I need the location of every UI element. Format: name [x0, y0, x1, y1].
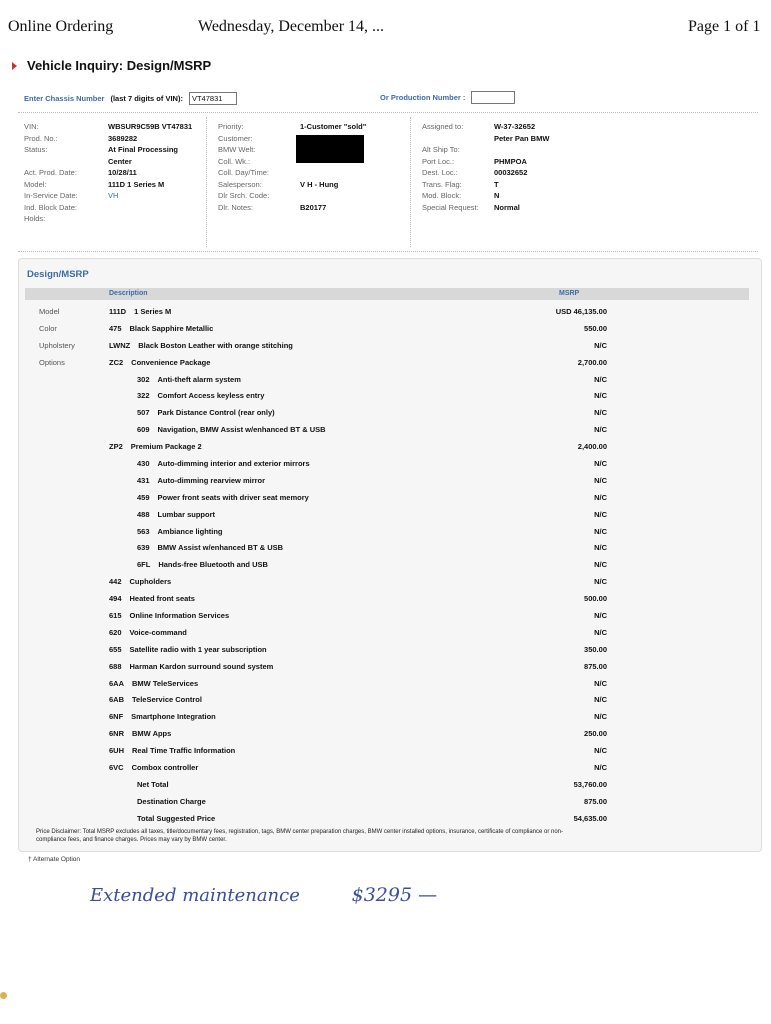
info-row [24, 156, 192, 168]
table-row [25, 760, 749, 777]
row-msrp: N/C [594, 746, 607, 756]
row-msrp: N/C [594, 678, 607, 688]
row-description [109, 645, 267, 654]
info-label: Prod. No.: [24, 133, 58, 143]
table-row [25, 321, 749, 338]
row-msrp: 875.00 [584, 796, 607, 806]
info-label: Port Loc.: [422, 156, 455, 166]
info-value: T [494, 179, 499, 189]
option-code: 615 [109, 611, 122, 621]
option-name: Park Distance Control (rear only) [157, 408, 275, 418]
info-label: Dlr. Notes: [218, 202, 254, 212]
info-label: Alt Ship To: [422, 145, 460, 154]
info-value: 111D 1 Series M [108, 179, 165, 189]
option-name: Convenience Package [131, 357, 211, 367]
alternate-option-note: † Alternate Option [28, 856, 81, 863]
option-name: Black Sapphire Metallic [129, 323, 214, 333]
info-label: Act. Prod. Date: [24, 168, 77, 177]
info-label: Trans. Flag: [422, 179, 462, 189]
info-row [24, 213, 192, 225]
option-name: Satellite radio with 1 year subscription [129, 644, 267, 654]
option-name: 1 Series M [134, 307, 172, 316]
option-code: 494 [109, 594, 122, 604]
row-description [137, 375, 241, 384]
info-value: B20177 [300, 202, 327, 212]
table-row [25, 574, 749, 591]
option-name: Auto-dimming interior and exterior mirrors [157, 459, 310, 469]
table-row [25, 439, 749, 456]
option-code: 459 [137, 492, 150, 502]
info-row [24, 179, 192, 191]
table-row [25, 625, 749, 642]
info-label: Coll. Wk.: [218, 156, 251, 166]
row-description [137, 391, 264, 400]
info-row [218, 202, 366, 214]
info-value: WBSUR9C59B VT47831 [108, 122, 193, 131]
row-description [137, 425, 326, 434]
row-msrp: 54,635.00 [573, 813, 607, 823]
handwritten-text: Extended maintenance [90, 885, 300, 906]
info-value: PHMPOA [494, 156, 527, 166]
option-name: Cupholders [129, 577, 172, 587]
info-value: VH [108, 191, 119, 200]
handwritten-note [90, 884, 437, 906]
row-description [109, 763, 198, 772]
option-code: 620 [109, 627, 122, 637]
print-date: Wednesday, December 14, ... [198, 18, 385, 35]
hole-punch-mark [0, 992, 7, 999]
info-row [24, 144, 192, 156]
row-description [109, 611, 229, 620]
option-name: Heated front seats [129, 594, 195, 604]
info-row [422, 202, 549, 214]
row-description [137, 527, 223, 536]
info-label: Coll. Day/Time: [218, 168, 269, 177]
row-category: Model [39, 307, 60, 316]
option-code: 6NR [109, 729, 125, 739]
row-description [109, 695, 202, 704]
option-name: Anti-theft alarm system [157, 374, 241, 384]
table-row [25, 304, 749, 321]
row-msrp: N/C [594, 763, 607, 773]
info-value: Center [108, 156, 132, 166]
option-code: LWNZ [109, 340, 131, 350]
info-label: Status: [24, 145, 48, 154]
row-msrp: 2,700.00 [577, 357, 607, 367]
info-label: Special Request: [422, 202, 479, 212]
table-row [25, 507, 749, 524]
row-description [109, 341, 293, 350]
option-code: 6AA [109, 678, 125, 688]
info-value: 1-Customer "sold" [300, 122, 367, 131]
production-input[interactable] [471, 91, 515, 104]
option-name: Navigation, BMW Assist w/enhanced BT & USB [157, 425, 326, 435]
option-code: ZP2 [109, 442, 123, 452]
option-name: Ambiance lighting [157, 526, 223, 536]
row-description [109, 442, 202, 451]
info-label: Holds: [24, 214, 46, 223]
option-name: Net Total [137, 779, 169, 789]
production-search [380, 91, 515, 104]
option-code: 6UH [109, 746, 125, 756]
row-msrp: N/C [594, 492, 607, 502]
row-description [109, 746, 235, 755]
row-msrp: 500.00 [584, 594, 607, 604]
info-value: 3689282 [108, 133, 138, 143]
row-msrp: N/C [594, 627, 607, 637]
chassis-hint: (last 7 digits of VIN): [110, 94, 183, 103]
option-code: 6FL [137, 560, 151, 570]
row-description [109, 307, 171, 316]
row-description [137, 493, 309, 502]
row-description [137, 459, 310, 468]
info-value: At Final Processing [108, 145, 179, 154]
row-msrp: N/C [594, 543, 607, 553]
option-code: 609 [137, 425, 150, 435]
row-description [109, 712, 216, 721]
row-msrp: 250.00 [584, 729, 607, 739]
table-row [25, 709, 749, 726]
table-row [25, 743, 749, 760]
option-name: TeleService Control [132, 695, 202, 705]
info-label [422, 133, 494, 145]
page-title [12, 58, 211, 73]
row-description [137, 476, 265, 485]
production-label: Or Production Number : [380, 93, 466, 102]
table-row [25, 794, 749, 811]
row-msrp: 875.00 [584, 661, 607, 671]
info-row [218, 190, 366, 202]
table-row [25, 372, 749, 389]
option-name: Harman Kardon surround sound system [129, 661, 274, 671]
info-value: V H - Hung [300, 179, 339, 189]
option-code: 475 [109, 323, 122, 333]
row-description [109, 594, 195, 603]
option-code: 430 [137, 459, 150, 469]
option-code: 688 [109, 661, 122, 671]
table-row [25, 524, 749, 541]
table-row [25, 338, 749, 355]
row-category: Upholstery [39, 340, 75, 350]
option-name: Comfort Access keyless entry [157, 391, 265, 401]
info-row [24, 121, 192, 133]
table-row [25, 405, 749, 422]
option-name: BMW TeleServices [132, 678, 199, 688]
row-msrp: N/C [594, 459, 607, 469]
option-name: Destination Charge [137, 796, 206, 806]
option-code: 639 [137, 543, 150, 553]
option-code: 322 [137, 391, 150, 401]
info-label: Dest. Loc.: [422, 168, 458, 177]
price-disclaimer: Price Disclaimer: Total MSRP excludes all taxes, title/documentary fees, registration, tags, BMW center preparation charges, BMW center installed options, insurance, certificate of compliance or non-compliance fees, and finance charges. Prices may vary by BMW center. [36, 829, 564, 843]
chassis-label: Enter Chassis Number [24, 94, 105, 103]
table-row [25, 456, 749, 473]
option-name: BMW Apps [132, 729, 172, 739]
table-row [25, 388, 749, 405]
info-label: Mod. Block: [422, 191, 462, 200]
row-msrp: 350.00 [584, 644, 607, 654]
col-description: Description [109, 290, 148, 297]
info-label: In-Service Date: [24, 191, 78, 200]
handwritten-amount: $3295 — [351, 884, 438, 906]
msrp-table [25, 304, 749, 828]
row-msrp: N/C [594, 391, 607, 401]
option-code: 302 [137, 374, 150, 384]
design-title: Design/MSRP [27, 269, 89, 280]
info-row [422, 190, 549, 202]
row-msrp: N/C [594, 526, 607, 536]
info-row [422, 179, 549, 191]
info-row [24, 190, 192, 202]
info-label: Customer: [218, 133, 253, 143]
row-description [109, 324, 213, 333]
row-description [109, 679, 198, 688]
option-code: 507 [137, 408, 150, 418]
row-msrp: USD 46,135.00 [555, 307, 607, 316]
triangle-bullet-icon [12, 62, 17, 70]
info-label: Model: [24, 179, 47, 189]
col-msrp: MSRP [559, 290, 580, 297]
row-msrp: N/C [594, 475, 607, 485]
info-row [422, 133, 549, 145]
page-indicator: Page 1 of 1 [688, 18, 761, 35]
option-name: Smartphone Integration [131, 712, 216, 722]
info-label: Assigned to: [422, 122, 464, 131]
row-description [109, 628, 187, 637]
table-row [25, 608, 749, 625]
info-label [24, 156, 108, 168]
option-name: Voice-command [129, 627, 187, 637]
table-row [25, 591, 749, 608]
option-code: 6AB [109, 695, 125, 705]
info-column-vehicle [24, 121, 192, 225]
option-code: 6VC [109, 763, 124, 773]
info-row [422, 121, 549, 133]
table-row [25, 726, 749, 743]
row-description [137, 560, 268, 569]
divider [410, 117, 411, 247]
option-code: 655 [109, 644, 122, 654]
info-row [24, 167, 192, 179]
info-label: Salesperson: [218, 179, 262, 189]
info-row [218, 179, 366, 191]
info-value: 00032652 [494, 168, 528, 177]
row-msrp: N/C [594, 560, 607, 570]
info-label: Ind. Block Date: [24, 202, 77, 212]
row-msrp: 550.00 [584, 323, 607, 333]
option-name: Lumbar support [157, 509, 216, 519]
vehicle-info-panel [18, 112, 758, 252]
option-name: Hands-free Bluetooth and USB [158, 560, 268, 570]
option-name: Auto-dimming rearview mirror [157, 475, 266, 485]
info-value: N [494, 191, 500, 200]
option-name: Online Information Services [129, 611, 230, 621]
row-category: Color [39, 323, 57, 333]
info-row [422, 167, 549, 179]
option-code: 6NF [109, 712, 124, 722]
table-row [25, 557, 749, 574]
row-description [109, 358, 210, 367]
chassis-input[interactable]: VT47831 [189, 92, 237, 105]
table-header [25, 288, 749, 300]
option-code: 431 [137, 475, 150, 485]
design-msrp-panel [18, 258, 762, 852]
row-msrp: N/C [594, 611, 607, 621]
row-description [109, 662, 273, 671]
row-description [137, 780, 169, 789]
row-msrp: N/C [594, 374, 607, 384]
info-label: Priority: [218, 122, 244, 131]
info-label: VIN: [24, 122, 39, 131]
option-code: ZC2 [109, 357, 124, 367]
option-code: 488 [137, 509, 150, 519]
table-row [25, 642, 749, 659]
row-description [137, 543, 283, 552]
table-row [25, 490, 749, 507]
row-msrp: N/C [594, 340, 607, 350]
row-msrp: N/C [594, 509, 607, 519]
info-row [218, 121, 366, 133]
row-description [109, 577, 171, 586]
option-code: 563 [137, 526, 150, 536]
app-title: Online Ordering [8, 18, 114, 35]
option-name: BMW Assist w/enhanced BT & USB [157, 543, 284, 553]
option-name: Black Boston Leather with orange stitching [138, 340, 293, 350]
row-description [137, 510, 215, 519]
table-row [25, 473, 749, 490]
info-value: 10/28/11 [108, 168, 137, 177]
row-msrp: N/C [594, 712, 607, 722]
table-row [25, 777, 749, 794]
row-description [137, 408, 275, 417]
option-name: Combox controller [131, 763, 199, 773]
row-description [137, 814, 215, 823]
table-row [25, 811, 749, 828]
info-value: Peter Pan BMW [494, 133, 550, 143]
row-category: Options [39, 357, 65, 367]
info-row [422, 156, 549, 168]
row-msrp: N/C [594, 425, 607, 435]
row-msrp: N/C [594, 408, 607, 418]
table-row [25, 422, 749, 439]
table-row [25, 540, 749, 557]
table-row [25, 676, 749, 693]
info-row [218, 167, 366, 179]
option-name: Real Time Traffic Information [132, 746, 236, 756]
info-column-shipping [422, 121, 549, 213]
info-value: W-37-32652 [494, 122, 536, 131]
info-row [24, 133, 192, 145]
table-row [25, 355, 749, 372]
info-label: BMW Welt: [218, 145, 256, 154]
option-code: 442 [109, 577, 122, 587]
redacted-customer-block [296, 135, 364, 163]
row-msrp: N/C [594, 577, 607, 587]
table-row [25, 659, 749, 676]
row-msrp: 2,400.00 [577, 442, 607, 452]
row-description [109, 729, 171, 738]
table-row [25, 692, 749, 709]
option-name: Total Suggested Price [137, 813, 216, 823]
divider [206, 117, 207, 247]
info-value: Normal [494, 202, 520, 212]
page-title-text: Vehicle Inquiry: Design/MSRP [27, 58, 212, 73]
info-label: Dlr Srch. Code: [218, 191, 270, 200]
row-msrp: 53,760.00 [573, 779, 607, 789]
row-description [137, 797, 206, 806]
option-name: Power front seats with driver seat memory [157, 492, 309, 502]
info-row [422, 144, 549, 156]
option-name: Premium Package 2 [130, 442, 202, 452]
option-code: 111D [109, 307, 127, 316]
info-row [24, 202, 192, 214]
row-msrp: N/C [594, 695, 607, 705]
